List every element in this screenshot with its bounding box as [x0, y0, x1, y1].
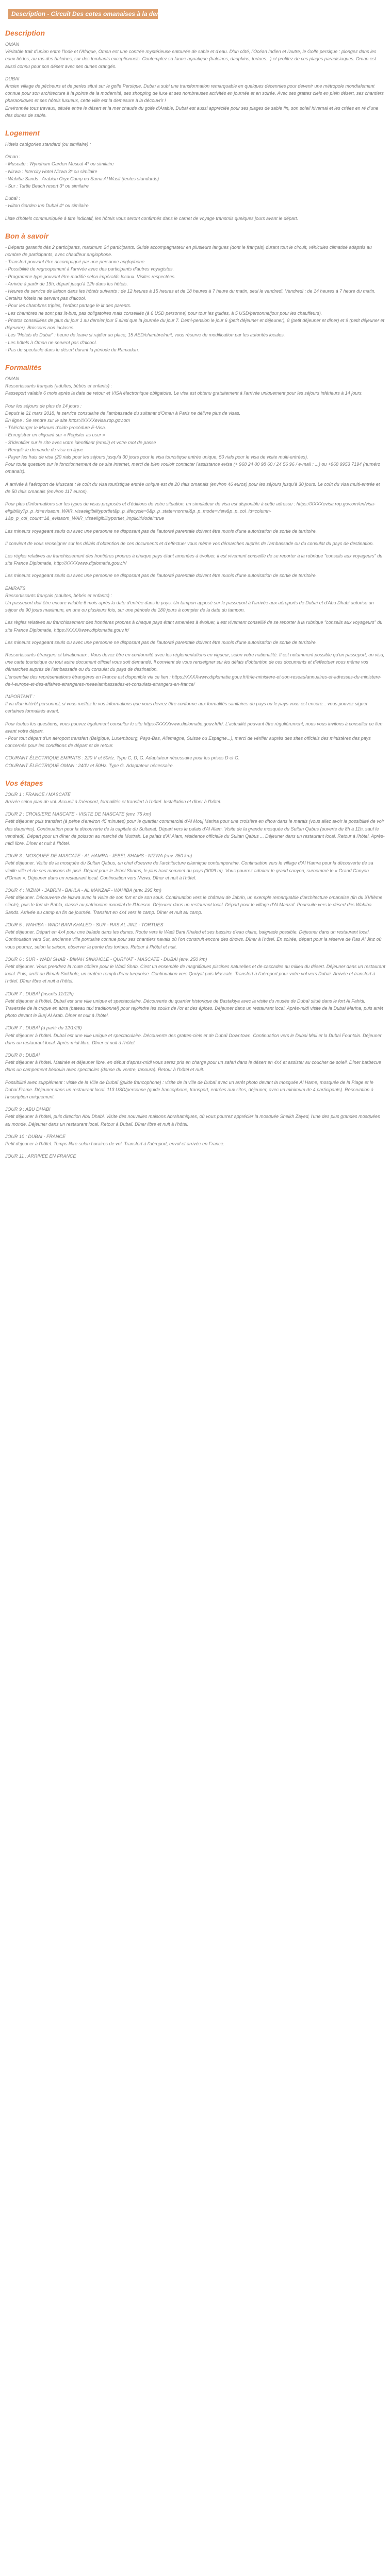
paragraph: OMAN Ressortissants français (adultes, bébés et enfants) : Passeport valable 6 mois après la date de retour et VISA électronique obligatoire. Le visa est obtenu gratuitement à l'arrivée uniquement pour les séjours inférieurs à 14 jours. — [5, 376, 363, 396]
itinerary-day — [5, 1153, 386, 1160]
itinerary-day-text: Petit déjeuner. Visite de la mosquée du Sultan Qabus, un chef d'oeuvre de l'architecture islamique contemporaine. Continuation vers le village d'Al Hamra pour la découverte de sa vieille ville et de ses maisons de pisé. Départ pour le Jebel Shams, le plus haut sommet du pays (3009 m). Vous pourrez admirer le grand canyon, surnommé le « Grand Canyon d'Oman ». Déjeuner dans un restaurant local. Continuation vers Nizwa. Dîner et nuit à l'hôtel. — [5, 860, 373, 880]
section-heading: Description — [5, 29, 45, 37]
itinerary-day-text: Petit déjeuner à l'hôtel. Dubaï est une ville unique et spectaculaire. Découverte du quartier historique de Bastakiya avec la visite du musée de Dubaï situé dans le fort Al Fahidi. Traversée de la crique en abra (bateau taxi traditionnel) pour rejoindre les souks de l'or et des épices. Déjeuner dans un restaurant local. Après-midi visite de la Dubai Marina, puis arrêt photo devant le Burj Al Arab. Dîner et nuit à l'hôtel. — [5, 998, 383, 1019]
paragraph: Les mineurs voyageant seuls ou avec une personne ne disposant pas de l'autorité parentale doivent être munis d'une autorisation de sortie de territoire. — [5, 639, 317, 645]
itinerary-day-title: JOUR 9 : ABU DHABI — [5, 1107, 51, 1112]
itinerary-day — [5, 1106, 386, 1128]
itinerary-day-title: JOUR 8 : DUBAÏ — [5, 1052, 40, 1058]
itinerary-day-title: JOUR 11 : ARRIVEE EN FRANCE — [5, 1154, 76, 1159]
section-heading: Formalités — [5, 363, 42, 371]
itinerary-day-title: JOUR 7 : DUBAÏ (à partir du 12/1/26) — [5, 1025, 82, 1031]
itinerary-day-title: JOUR 7 : DUBAÏ (inscrits 11/12h) — [5, 991, 74, 996]
paragraph: DUBAI Ancien village de pêcheurs et de perles situé sur le golfe Persique, Dubaï a subi une transformation remarquable en quelques décennies pour devenir une métropole mondialement connue pour son architecture à la pointe de la modernité, ses shopping de luxe et ses nombreuses activités en journée et en soirée. Avec ses grattes ciels en plein désert, ses chantiers pharaoniques et ses hôtels luxueux, cette ville est la demesure à la découvrir ! Environnée tous travaux, située entre le désert et la mer chaude du golfe d'Arabie, Dubaï est aussi appréciée pour ses plages de sable fin, son soleil hivernal et les criées en ré d'une des dunes de sable. — [5, 76, 384, 118]
itinerary-day-title: JOUR 6 : SUR - WADI SHAB - BIMAH SINKHOLE - QURIYAT - MASCATE - DUBAI (env. 250 km) — [5, 956, 207, 962]
itinerary-day — [5, 956, 386, 985]
page — [0, 9, 391, 1180]
itinerary-day — [5, 1024, 386, 1046]
paragraph: Pour plus d'informations sur les types de visas proposés et d'éditions de votre situation, un simulateur de visa est disponible à cette adresse : https://XXXXevisa.rop.gov.om/en/visa-eligibility?p_p_id=evisaom_WAR_visaeligibilityportlet&p_p_lifecycle=0&p_p_state=normal&p_p_mode=view&p_p_col_id=column-1&p_p_col_count=1&_evisaom_WAR_visaeligibilityportlet_implicitModel=true — [5, 501, 376, 521]
page-title: Description - Circuit Des cotes omanaises à la demeure de Dubai — [11, 10, 203, 18]
itinerary-day-title: JOUR 2 : CROISIERE MASCATE - VISITE DE MASCATE (env. 75 km) — [5, 811, 152, 817]
itinerary-day — [5, 990, 386, 1020]
paragraph: Pour toutes les questions, vous pouvez également consulter le site https://XXXXwww.diplomatie.gouv.fr/fr/. L'actualité pouvant être régulièrement, nous vous invitons à consulter ce lien avant votre départ. - Pour tout départ d'un aéroport transfert (Belgique, Luxembourg, Pays-Bas, Allemagne, Suisse ou Espagne...), merci de vérifier auprès des sites officiels des ministères des pays concernés pour les conditions de départ et de retour. — [5, 721, 383, 749]
paragraph: IMPORTANT : Il va d'un intérêt personnel, si vous mettez le vos informations que vous devrez être conforme aux formalités sanitaires du pays ou le pays vous est encore... vous pouvez signer certaines formalités avant. — [5, 694, 368, 714]
itinerary-day — [5, 1052, 386, 1074]
paragraph: Les règles relatives au franchissement des frontières propres à chaque pays étant amenées à évoluer, il est vivement conseillé de se reporter à la rubrique "conseils aux voyageurs" du site France Diplomatie, http://XXXXwww.diplomatie.gouv.fr/ — [5, 553, 383, 566]
itinerary-day-title: JOUR 5 : WAHIBA - WADI BANI KHALED - SUR - RAS AL JINZ - TORTUES — [5, 922, 164, 927]
paragraph: Dubaï : - Hilton Garden Inn Dubaï 4* ou similaire. — [5, 196, 90, 209]
itinerary-day-text: Petit déjeuner à l'hôtel, puis direction Abu Dhabi. Visite des nouvelles maisons Abrahamiques, où vous pourrez apprécier la mosquée Sheikh Zayed, l'une des plus grandes mosquées au monde. Déjeuner dans un restaurant local. Retour à Dubaï. Dîner libre et nuit à l'hôtel. — [5, 1114, 380, 1127]
itinerary-day-text: Petit déjeuner à l'hôtel. Matinée et déjeuner libre, en début d'après-midi vous serez pris en charge pour un safari dans le désert en 4x4 et assister au coucher de soleil. Dîner barbecue dans un campement bédouin avec spectacles (danse du ventre, tanoura). Retour à l'hôtel et nuit. — [5, 1060, 381, 1073]
paragraph: Les règles relatives au franchissement des frontières propres à chaque pays étant amenées à évoluer, il est vivement conseillé de se reporter à la rubrique "conseils aux voyageurs" du site France Diplomatie, https://XXXXwww.diplomatie.gouv.fr/ — [5, 620, 383, 633]
section-heading: Bon à savoir — [5, 231, 49, 240]
itinerary-day-text: Petit déjeuner à l'hôtel. Dubaï est une ville unique et spectaculaire. Découverte des grattes-ciels et de Dubaï Downtown. Continuation vers le Dubai Mall et la Dubai Fountain. Déjeuner dans un restaurant local. Après-midi libre. Dîner et nuit à l'hôtel. — [5, 1032, 382, 1045]
itinerary-day-text: Petit déjeuner. Vous prendrez la route côtière pour le Wadi Shab. C'est un ensemble de magnifiques piscines naturelles et de cascades au milieu du désert. Déjeuner dans un restaurant local. Puis, arrêt au Bimah Sinkhole, un cratère rempli d'eau turquoise. Continuation vers Quriyat puis Mascate. Transfert à l'aéroport pour votre vol vers Dubaï. Arrivée et transfert à l'hôtel. Dîner libre et nuit à l'hôtel. — [5, 963, 385, 984]
paragraph: Les mineurs voyageant seuls ou avec une personne ne disposant pas de l'autorité parentale doivent être munis d'une autorisation de sortie de territoire. — [5, 528, 317, 534]
itinerary-day — [5, 852, 386, 882]
paragraph: COURANT ÉLECTRIQUE EMIRATS : 220 V et 50Hz. Type C, D, G. Adaptateur nécessaire pour les prises D et G. COURANT ÉLECTRIQUE OMAN : 240V et 50Hz. Type G. Adaptateur nécessaire. — [5, 755, 240, 768]
itinerary-day — [5, 810, 386, 847]
itinerary-day — [5, 1133, 386, 1147]
itinerary-day — [5, 887, 386, 916]
paragraph: Il convient de vous renseigner sur les délais d'obtention de ces documents et d'effectuer vous même vos démarches auprès de l'ambassade ou du consulat du pays de destination. — [5, 540, 374, 546]
itinerary-day-title: JOUR 1 : FRANCE / MASCATE — [5, 791, 71, 797]
paragraph: Les mineurs voyageant seuls ou avec une personne ne disposant pas de l'autorité parentale doivent être munis d'une autorisation de sortie de territoire. — [5, 573, 317, 579]
itinerary-day-text: Petit déjeuner à l'hôtel. Temps libre selon horaires de vol. Transfert à l'aéroport, envol et arrivée en France. — [5, 1141, 225, 1146]
itinerary-day-text: Petit déjeuner. Découverte de Nizwa avec la visite de son fort et de son souk. Continuation vers le château de Jabrin, un exemple remarquable d'architecture omanaise (fin du XVIIème siècle), puis le fort de Bahla, classé au patrimoine mondial de l'Unesco. Déjeuner dans un restaurant local. Départ pour le village d'Al Manzaf. Poursuite vers le désert des Wahiba Sands. Arrivée au camp en fin de journée. Transfert en 4x4 vers le camp. Dîner et nuit au camp. — [5, 895, 383, 915]
itinerary-day-title: JOUR 10 : DUBAI - FRANCE — [5, 1133, 66, 1139]
itinerary-day — [5, 791, 386, 805]
section-heading: Logement — [5, 129, 40, 138]
paragraph: - Départs garantis dès 2 participants, maximum 24 participants. Guide accompagnateur en plusieurs langues (dont le français) durant tout le circuit, véhicules climatisé adaptés au nombre de participants, avec chauffeur anglophone. - Transfert pouvant être accompagné par une personne anglophone. - Possibilité de regroupement à l'arrivée avec des participants d'autres voyagistes. - Programme type pouvant être modifié selon impératifs locaux. Visites respectées. - Arrivée à partir de 19h, départ jusqu'à 12h dans les hôtels. - Heures de service de liaison dans les hôtels suivants : de 12 heures à 15 heures et de 18 heures à 7 heure du matin, seul le vendredi. Vendredi : de 14 heures à 7 heure du matin. Certains hôtels ne servent pas d'alcool. - Pour les chambres triples, l'enfant partage le lit des parents. - Les chambres ne sont pas lit-bus, pas obligatoires mais conseillés (à 6 USD personne) pour tour les guides, à 5 USD/personne/jour pour les chauffeurs). - Photos conseillées de plus du jour 1 au dernier jour 5 ainsi que la journée du jour 7. Demi-pension le jour 6 (petit déjeuner et déjeuner), 8 (petit déjeuner et dîner) et 9 (petit déjeuner et déjeuner). Boissons non incluses. - Les "Hotels de Dubai" : heure de leave si rajdier au place, 15 AED/chambre/nuit, vous réserve de modification par les autorités locales. - Les hôtels à Oman ne servent pas d'alcool. - Pas de spectacle dans le désert durant la période du Ramadan. — [5, 244, 384, 352]
paragraph: À arrivée à l'aéroport de Muscate : le coût du visa touristique entrée unique est de 20 rials omanais (environ 46 euros) pour les séjours jusqu'à 30 jours. Le coût du visa multi-entrée et de 50 rials omanais (environ 117 euros). — [5, 481, 380, 494]
itinerary-day-text: Petit déjeuner puis transfert (à peine d'environ 45 minutes) pour le quartier commercial d'Al Mouj Marina pour une croisière en dhow dans le marais (vous allez avoir la possibilité de voir des dauphins). Continuation pour la découverte de la capitale du Sultanat. Départ vers le palais d'Al Alam. Visite de la grande mosquée du Sultan Qabus (ouverte de 8h à 11h, sauf le vendredi). Départ pour un dîner de poisson au marché de Muttrah. Le palais d'Al Alam, résidence officielle du Sultan Qabus ... Déjeuner dans un restaurant local. Retour à l'hôtel. Après-midi libre. Dîner et nuit à l'hôtel. — [5, 819, 385, 846]
paragraph: EMIRATS Ressortissants français (adultes, bébés et enfants) : Un passeport doit être encore valable 6 mois après la date d'entrée dans le pays. Un tampon apposé sur le passeport à l'arrivée aux aéroports de Dubaï et d'Abu Dhabi autorise un séjour de 90 jours maximum, en une ou plusieurs fois, sur une période de 180 jours à compter de la date du tampon. — [5, 585, 374, 613]
paragraph: Hôtels catégories standard (ou similaire) : — [5, 142, 91, 147]
itinerary-day — [5, 921, 386, 951]
paragraph: Liste d'hôtels communiquée à titre indicatif, les hôtels vous seront confirmés dans le carnet de voyage transmis quelques jours avant le départ. — [5, 215, 299, 221]
paragraph: Oman : - Muscate : Wyndham Garden Muscat 4* ou similaire - Nizwa : Intercity Hotel Nizwa 3* ou similaire - Wahiba Sands : Arabian Oryx Camp ou Sama Al Wasil (tentes standards) - Sur : Turtle Beach resort 3* ou similaire — [5, 154, 159, 189]
content — [5, 28, 386, 1160]
page-title-bar — [8, 9, 203, 19]
section-heading: Vos étapes — [5, 778, 43, 787]
paragraph: OMAN Véritable trait d'union entre l'Inde et l'Afrique, Oman est une contrée mystérieuse entourée de sable et d'eau. D'un côté, l'Océan Indien et l'autre, le Golfe persique : plongez dans les eaux tièdes, au ras des baleines, sur des tombants exceptionnels. Contemplez sa faune aquatique (baleines, dauphins, tortues...) et profitez de ces plages paradisiaques. Oman est aussi connu pour son désert avec ses dunes orangés. — [5, 42, 377, 69]
paragraph: Pour les séjours de plus de 14 jours : Depuis le 21 mars 2018, le service consulaire de l'ambassade du sultanat d'Oman à Paris ne délivre plus de visas. En ligne : Se rendre sur le site https://XXXXevisa.rop.gov.om - Télécharger le Manuel d'aide procédure E-Visa. - Enregistrer en cliquant sur « Register as user » - S'identifier sur le site avec votre identifiant (email) et votre mot de passe - Remplir le demande de visa en ligne - Payer les frais de visa (20 rials pour les séjours jusqu'à 30 jours pour le visa touristique entrée unique, 50 rials pour le visa de visite multi-entrées). Pour toute question sur le fonctionnement de ce site internet, merci de bien vouloir contacter l'assistance evisa (+ 968 24 00 98 60 / 24 56 96 / e-mail : ...) ou +968 9953 7194 (numéro omanais). — [5, 403, 381, 474]
itinerary-day-title: JOUR 3 : MOSQUEE DE MASCATE - AL HAMRA - JEBEL SHAMS - NIZWA (env. 350 km) — [5, 853, 192, 859]
paragraph: Possibilité avec supplément : visite de la Ville de Dubaï (guide francophone) : visite de la ville de Dubaï avec un arrêt photo devant la mosquée Al Hame, mosquée de la Plage et le Dubai Frame. Déjeuner dans un restaurant local. 113 USD/personne (guide francophone, transport, entrées aux sites, déjeuner, avec un minimum de 4 participants). Réservation à l'inscription uniquement. — [5, 1079, 373, 1099]
paragraph: Ressortissants étrangers et binationaux : Vous devez être en conformité avec les réglementations en vigueur, selon votre nationalité. Il est notamment possible qu'un passeport, un visa, une carte touristique ou tout autre document officiel vous soit demandé. Il convient de vous renseigner sur les délais d'obtention de ces documents et d'effectuer vous même vos démarches auprès de l'ambassade ou du consulat du pays de destination. L'ensemble des représentations étrangères en France est disponible via ce lien : https://XXXXwww.diplomatie.gouv.fr/fr/le-ministere-et-son-reseau/annuaires-et-adresses-du-ministere-de-l-europe-et-des-affaires-etrangeres-meae/ambassades-et-consulats-etrangers-en-france/ — [5, 652, 385, 687]
itinerary-day-text: Arrivée selon plan de vol. Accueil à l'aéroport, formalités et transfert à l'hôtel. Installation et dîner à l'hôtel. — [5, 799, 222, 805]
itinerary-day-text: Petit déjeuner. Départ en 4x4 pour une balade dans les dunes. Route vers le Wadi Bani Khaled et ses bassins d'eau claire, baignade possible. Déjeuner dans un restaurant local. Continuation vers Sur, ancienne ville portuaire connue pour ses chantiers navals où l'on construit encore des dhows. Dîner à l'hôtel. En soirée, départ pour la réserve de Ras Al Jinz où vous pourrez, selon la saison, observer la ponte des tortues. Retour à l'hôtel et nuit. — [5, 929, 382, 950]
itinerary-day-title: JOUR 4 : NIZWA - JABRIN - BAHLA - AL MANZAF - WAHIBA (env. 295 km) — [5, 888, 161, 893]
